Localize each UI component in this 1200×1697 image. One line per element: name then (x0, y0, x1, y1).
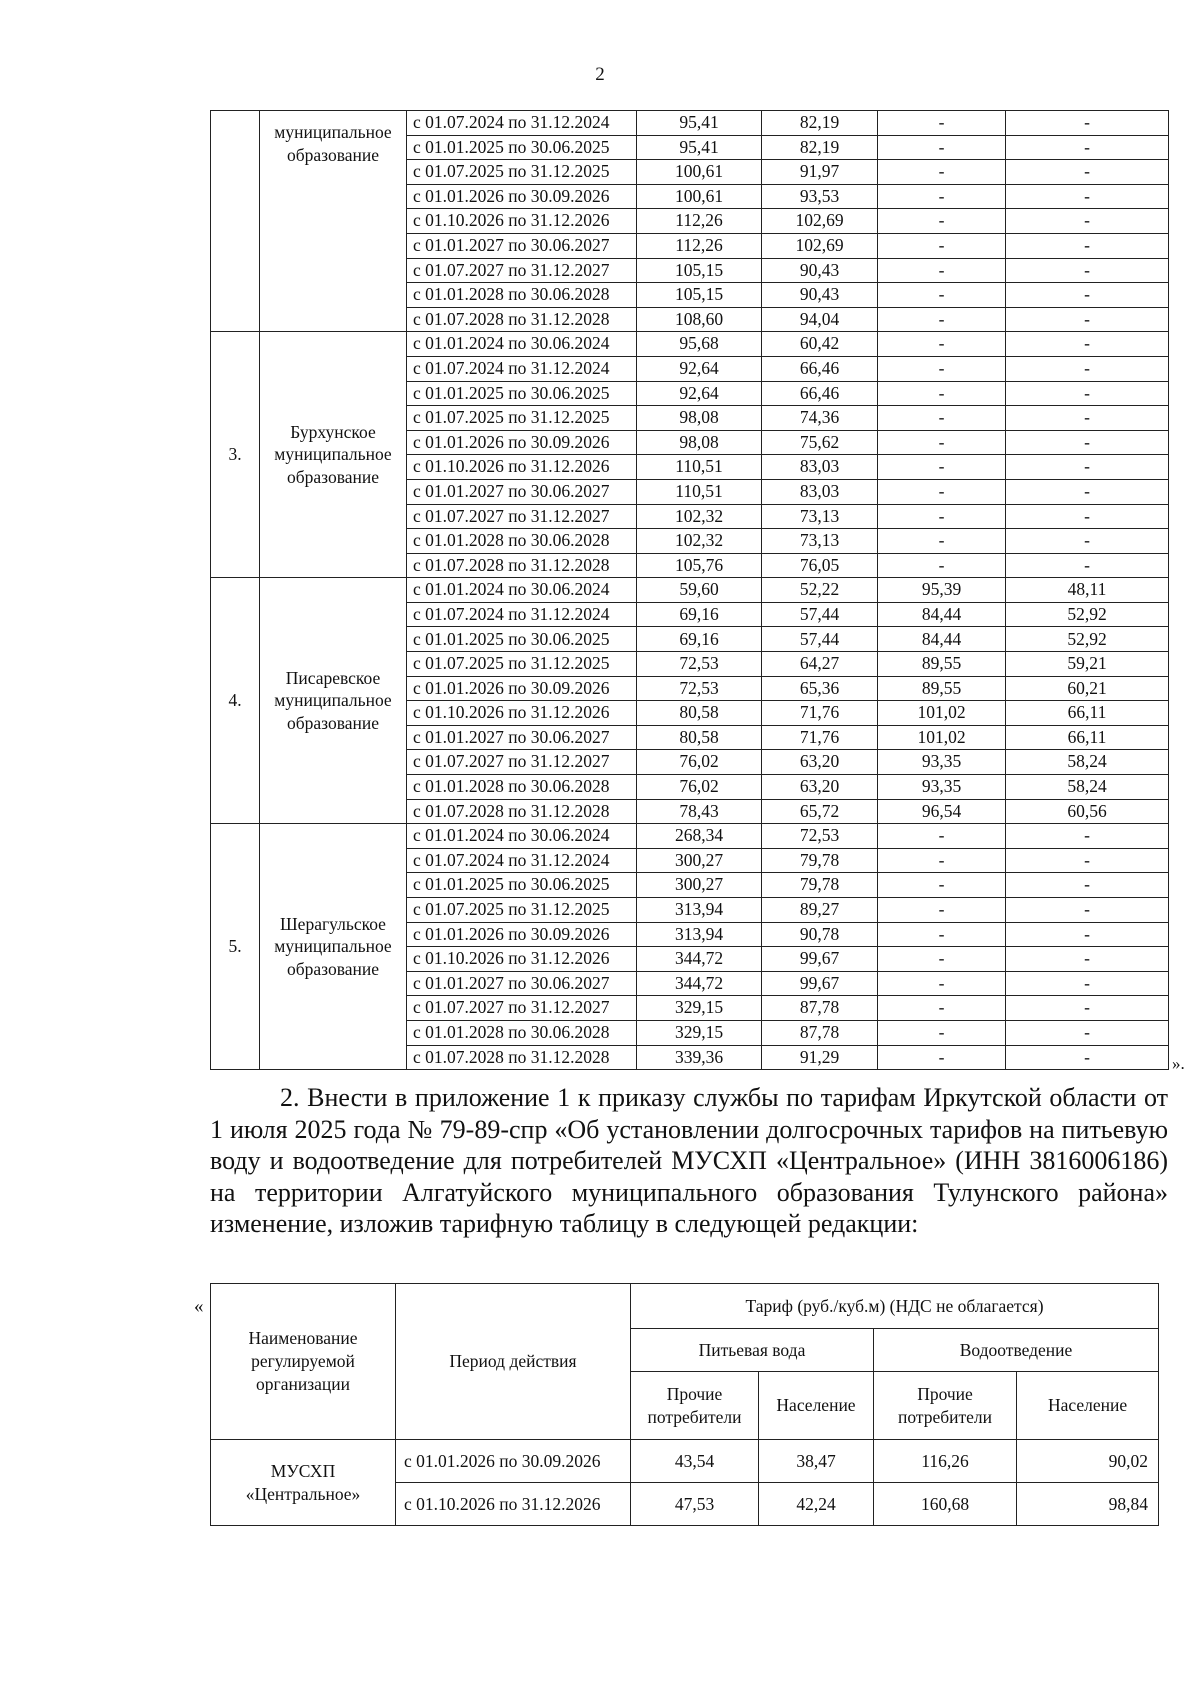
value-cell: 102,32 (637, 529, 762, 554)
table-row (211, 578, 1169, 603)
value-cell: 73,13 (762, 504, 878, 529)
value-cell: 80,58 (637, 725, 762, 750)
value-cell: 329,15 (637, 996, 762, 1021)
value-cell: 87,78 (762, 996, 878, 1021)
value-cell: - (878, 381, 1006, 406)
value-cell: - (1006, 922, 1169, 947)
value-cell: 66,46 (762, 356, 878, 381)
value-cell: 90,43 (762, 283, 878, 308)
value-cell: 100,61 (637, 184, 762, 209)
value-cell: 95,39 (878, 578, 1006, 603)
table-row (211, 332, 1169, 357)
value-cell: - (878, 332, 1006, 357)
value-cell: 74,36 (762, 406, 878, 431)
value-cell: 90,78 (762, 922, 878, 947)
value-cell: - (878, 922, 1006, 947)
value-cell: - (1006, 430, 1169, 455)
period-cell: с 01.01.2026 по 30.09.2026 (407, 184, 637, 209)
value-cell: 92,64 (637, 381, 762, 406)
value-cell: - (1006, 283, 1169, 308)
period-cell: с 01.01.2027 по 30.06.2027 (407, 725, 637, 750)
value-cell: 93,53 (762, 184, 878, 209)
value-cell: 76,02 (637, 775, 762, 800)
period-cell: с 01.10.2026 по 31.12.2026 (407, 947, 637, 972)
value-cell: - (878, 209, 1006, 234)
value-cell: 92,64 (637, 356, 762, 381)
page-number: 2 (595, 64, 605, 85)
period-cell: с 01.07.2027 по 31.12.2027 (407, 750, 637, 775)
header-wastewater: Водоотведение (874, 1329, 1159, 1372)
org-name-cell: Писаревское муниципальное образование (260, 578, 407, 824)
org-name-cell: Бурхунское муниципальное образование (260, 332, 407, 578)
value-cell: - (878, 824, 1006, 849)
period-cell: с 01.07.2027 по 31.12.2027 (407, 996, 637, 1021)
value-cell: - (878, 971, 1006, 996)
value-cell: 52,92 (1006, 627, 1169, 652)
value-cell: 91,97 (762, 160, 878, 185)
value-cell: 93,35 (878, 750, 1006, 775)
value-cell: - (1006, 479, 1169, 504)
value-cell: 102,32 (637, 504, 762, 529)
value-cell: 344,72 (637, 971, 762, 996)
new-tariff-table (210, 1283, 1159, 1526)
table-row (211, 1440, 1159, 1483)
period-cell: с 01.01.2028 по 30.06.2028 (407, 283, 637, 308)
value-cell: - (878, 184, 1006, 209)
period-cell: с 01.07.2027 по 31.12.2027 (407, 258, 637, 283)
value-cell: 71,76 (762, 725, 878, 750)
value-cell: 83,03 (762, 455, 878, 480)
value-cell: - (878, 898, 1006, 923)
value-cell: 69,16 (637, 627, 762, 652)
value-cell: 116,26 (874, 1440, 1017, 1483)
value-cell: 98,08 (637, 430, 762, 455)
value-cell: 82,19 (762, 111, 878, 136)
value-cell: 63,20 (762, 750, 878, 775)
value-cell: - (878, 529, 1006, 554)
value-cell: 83,03 (762, 479, 878, 504)
value-cell: 102,69 (762, 209, 878, 234)
value-cell: 48,11 (1006, 578, 1169, 603)
period-cell: с 01.01.2025 по 30.06.2025 (407, 627, 637, 652)
period-cell: с 01.07.2024 по 31.12.2024 (407, 356, 637, 381)
value-cell: 58,24 (1006, 775, 1169, 800)
value-cell: 65,36 (762, 676, 878, 701)
value-cell: 57,44 (762, 602, 878, 627)
value-cell: - (1006, 455, 1169, 480)
header-drinking-water: Питьевая вода (631, 1329, 874, 1372)
period-cell: с 01.07.2025 по 31.12.2025 (407, 406, 637, 431)
period-cell: с 01.01.2026 по 30.09.2026 (396, 1440, 631, 1483)
value-cell: - (878, 479, 1006, 504)
period-cell: с 01.01.2026 по 30.09.2026 (407, 922, 637, 947)
value-cell: - (878, 283, 1006, 308)
value-cell: 313,94 (637, 898, 762, 923)
value-cell: 96,54 (878, 799, 1006, 824)
value-cell: 300,27 (637, 873, 762, 898)
value-cell: 87,78 (762, 1020, 878, 1045)
closing-quote: ». (1172, 1054, 1185, 1073)
value-cell: 90,02 (1017, 1440, 1159, 1483)
period-cell: с 01.07.2025 по 31.12.2025 (407, 898, 637, 923)
value-cell: - (1006, 529, 1169, 554)
value-cell: - (878, 135, 1006, 160)
value-cell: 52,92 (1006, 602, 1169, 627)
value-cell: - (1006, 406, 1169, 431)
opening-quote: « (194, 1296, 204, 1317)
value-cell: - (878, 996, 1006, 1021)
value-cell: 59,21 (1006, 652, 1169, 677)
value-cell: - (1006, 824, 1169, 849)
value-cell: 99,67 (762, 947, 878, 972)
value-cell: - (878, 1020, 1006, 1045)
value-cell: - (878, 111, 1006, 136)
header-other-consumers: Прочие потребители (874, 1372, 1017, 1440)
value-cell: - (1006, 111, 1169, 136)
value-cell: 101,02 (878, 725, 1006, 750)
value-cell: 95,68 (637, 332, 762, 357)
value-cell: 84,44 (878, 627, 1006, 652)
value-cell: 78,43 (637, 799, 762, 824)
value-cell: - (1006, 848, 1169, 873)
table-row (211, 111, 1169, 136)
value-cell: - (878, 553, 1006, 578)
row-number-cell: 4. (211, 578, 260, 824)
value-cell: - (1006, 873, 1169, 898)
value-cell: 105,76 (637, 553, 762, 578)
value-cell: - (1006, 996, 1169, 1021)
period-cell: с 01.01.2025 по 30.06.2025 (407, 381, 637, 406)
value-cell: 60,42 (762, 332, 878, 357)
value-cell: 80,58 (637, 701, 762, 726)
period-cell: с 01.01.2028 по 30.06.2028 (407, 775, 637, 800)
value-cell: 112,26 (637, 233, 762, 258)
amendment-paragraph: 2. Внести в приложение 1 к приказу службы по тарифам Иркутской области от 1 июля 2025 года № 79-89-спр «Об установлении долгосрочных тарифов на питьевую воду и водоотведение для потребителей МУСХП «Центральное» (ИНН 3816006186) на территории Алгатуйского муниципального образования Тулунского района» изменение, изложив тарифную таблицу в следующей редакции: (210, 1083, 1168, 1239)
value-cell: 98,08 (637, 406, 762, 431)
org-name-cell: МУСХП «Центральное» (211, 1440, 396, 1526)
period-cell: с 01.01.2027 по 30.06.2027 (407, 233, 637, 258)
value-cell: - (1006, 947, 1169, 972)
value-cell: - (878, 430, 1006, 455)
value-cell: - (1006, 1045, 1169, 1070)
value-cell: 57,44 (762, 627, 878, 652)
period-cell: с 01.01.2024 по 30.06.2024 (407, 824, 637, 849)
value-cell: 60,21 (1006, 676, 1169, 701)
value-cell: - (878, 455, 1006, 480)
table-row (211, 824, 1169, 849)
value-cell: - (1006, 258, 1169, 283)
value-cell: 75,62 (762, 430, 878, 455)
header-population: Население (1017, 1372, 1159, 1440)
value-cell: 91,29 (762, 1045, 878, 1070)
row-number-cell: 3. (211, 332, 260, 578)
value-cell: 93,35 (878, 775, 1006, 800)
row-number-cell: 5. (211, 824, 260, 1070)
value-cell: 344,72 (637, 947, 762, 972)
value-cell: 105,15 (637, 283, 762, 308)
value-cell: 89,55 (878, 676, 1006, 701)
value-cell: 58,24 (1006, 750, 1169, 775)
value-cell: 112,26 (637, 209, 762, 234)
value-cell: 95,41 (637, 111, 762, 136)
value-cell: - (1006, 307, 1169, 332)
value-cell: 38,47 (759, 1440, 874, 1483)
value-cell: - (878, 233, 1006, 258)
period-cell: с 01.07.2028 по 31.12.2028 (407, 1045, 637, 1070)
value-cell: - (1006, 971, 1169, 996)
value-cell: - (1006, 332, 1169, 357)
header-org: Наименование регулируемой организации (211, 1284, 396, 1440)
period-cell: с 01.10.2026 по 31.12.2026 (396, 1483, 631, 1526)
period-cell: с 01.01.2026 по 30.09.2026 (407, 676, 637, 701)
value-cell: - (878, 1045, 1006, 1070)
period-cell: с 01.01.2028 по 30.06.2028 (407, 529, 637, 554)
value-cell: 90,43 (762, 258, 878, 283)
value-cell: - (1006, 135, 1169, 160)
period-cell: с 01.07.2028 по 31.12.2028 (407, 553, 637, 578)
value-cell: 72,53 (637, 676, 762, 701)
value-cell: - (1006, 160, 1169, 185)
header-tariff: Тариф (руб./куб.м) (НДС не облагается) (631, 1284, 1159, 1329)
value-cell: - (878, 504, 1006, 529)
value-cell: - (878, 873, 1006, 898)
value-cell: 66,46 (762, 381, 878, 406)
value-cell: 63,20 (762, 775, 878, 800)
value-cell: 82,19 (762, 135, 878, 160)
value-cell: 72,53 (762, 824, 878, 849)
value-cell: - (1006, 184, 1169, 209)
value-cell: 94,04 (762, 307, 878, 332)
value-cell: - (878, 406, 1006, 431)
value-cell: - (1006, 233, 1169, 258)
value-cell: 42,24 (759, 1483, 874, 1526)
value-cell: 89,55 (878, 652, 1006, 677)
period-cell: с 01.01.2027 по 30.06.2027 (407, 971, 637, 996)
value-cell: 59,60 (637, 578, 762, 603)
period-cell: с 01.01.2024 по 30.06.2024 (407, 332, 637, 357)
period-cell: с 01.07.2024 по 31.12.2024 (407, 111, 637, 136)
value-cell: 313,94 (637, 922, 762, 947)
row-number-cell (211, 111, 260, 332)
value-cell: 329,15 (637, 1020, 762, 1045)
period-cell: с 01.01.2027 по 30.06.2027 (407, 479, 637, 504)
period-cell: с 01.01.2025 по 30.06.2025 (407, 135, 637, 160)
header-row (211, 1284, 1159, 1329)
period-cell: с 01.07.2025 по 31.12.2025 (407, 652, 637, 677)
value-cell: - (878, 307, 1006, 332)
value-cell: 84,44 (878, 602, 1006, 627)
period-cell: с 01.01.2025 по 30.06.2025 (407, 873, 637, 898)
value-cell: 160,68 (874, 1483, 1017, 1526)
value-cell: 102,69 (762, 233, 878, 258)
value-cell: 98,84 (1017, 1483, 1159, 1526)
period-cell: с 01.10.2026 по 31.12.2026 (407, 455, 637, 480)
header-period: Период действия (396, 1284, 631, 1440)
value-cell: 339,36 (637, 1045, 762, 1070)
org-name-cell: Шерагульское муниципальное образование (260, 824, 407, 1070)
value-cell: 110,51 (637, 455, 762, 480)
org-name-cell: муниципальное образование (260, 111, 407, 332)
tariff-table (210, 110, 1169, 1070)
value-cell: 60,56 (1006, 799, 1169, 824)
value-cell: 52,22 (762, 578, 878, 603)
value-cell: 110,51 (637, 479, 762, 504)
value-cell: - (878, 947, 1006, 972)
value-cell: 89,27 (762, 898, 878, 923)
value-cell: - (1006, 1020, 1169, 1045)
value-cell: 66,11 (1006, 701, 1169, 726)
value-cell: - (1006, 553, 1169, 578)
period-cell: с 01.01.2024 по 30.06.2024 (407, 578, 637, 603)
period-cell: с 01.07.2027 по 31.12.2027 (407, 504, 637, 529)
value-cell: - (878, 356, 1006, 381)
value-cell: - (878, 848, 1006, 873)
value-cell: 101,02 (878, 701, 1006, 726)
value-cell: 108,60 (637, 307, 762, 332)
period-cell: с 01.07.2028 по 31.12.2028 (407, 799, 637, 824)
value-cell: 64,27 (762, 652, 878, 677)
period-cell: с 01.07.2024 по 31.12.2024 (407, 602, 637, 627)
period-cell: с 01.10.2026 по 31.12.2026 (407, 209, 637, 234)
value-cell: 99,67 (762, 971, 878, 996)
period-cell: с 01.07.2025 по 31.12.2025 (407, 160, 637, 185)
value-cell: 72,53 (637, 652, 762, 677)
value-cell: - (1006, 381, 1169, 406)
value-cell: 300,27 (637, 848, 762, 873)
value-cell: - (878, 160, 1006, 185)
value-cell: - (1006, 356, 1169, 381)
value-cell: - (878, 258, 1006, 283)
value-cell: 76,05 (762, 553, 878, 578)
value-cell: - (1006, 898, 1169, 923)
period-cell: с 01.07.2024 по 31.12.2024 (407, 848, 637, 873)
value-cell: 66,11 (1006, 725, 1169, 750)
value-cell: 43,54 (631, 1440, 759, 1483)
header-other-consumers: Прочие потребители (631, 1372, 759, 1440)
value-cell: 105,15 (637, 258, 762, 283)
value-cell: 65,72 (762, 799, 878, 824)
value-cell: - (1006, 209, 1169, 234)
period-cell: с 01.10.2026 по 31.12.2026 (407, 701, 637, 726)
value-cell: 100,61 (637, 160, 762, 185)
value-cell: 268,34 (637, 824, 762, 849)
value-cell: 69,16 (637, 602, 762, 627)
period-cell: с 01.07.2028 по 31.12.2028 (407, 307, 637, 332)
value-cell: 79,78 (762, 848, 878, 873)
period-cell: с 01.01.2026 по 30.09.2026 (407, 430, 637, 455)
value-cell: 76,02 (637, 750, 762, 775)
value-cell: 47,53 (631, 1483, 759, 1526)
value-cell: 73,13 (762, 529, 878, 554)
value-cell: 95,41 (637, 135, 762, 160)
header-population: Население (759, 1372, 874, 1440)
period-cell: с 01.01.2028 по 30.06.2028 (407, 1020, 637, 1045)
value-cell: - (1006, 504, 1169, 529)
value-cell: 79,78 (762, 873, 878, 898)
value-cell: 71,76 (762, 701, 878, 726)
